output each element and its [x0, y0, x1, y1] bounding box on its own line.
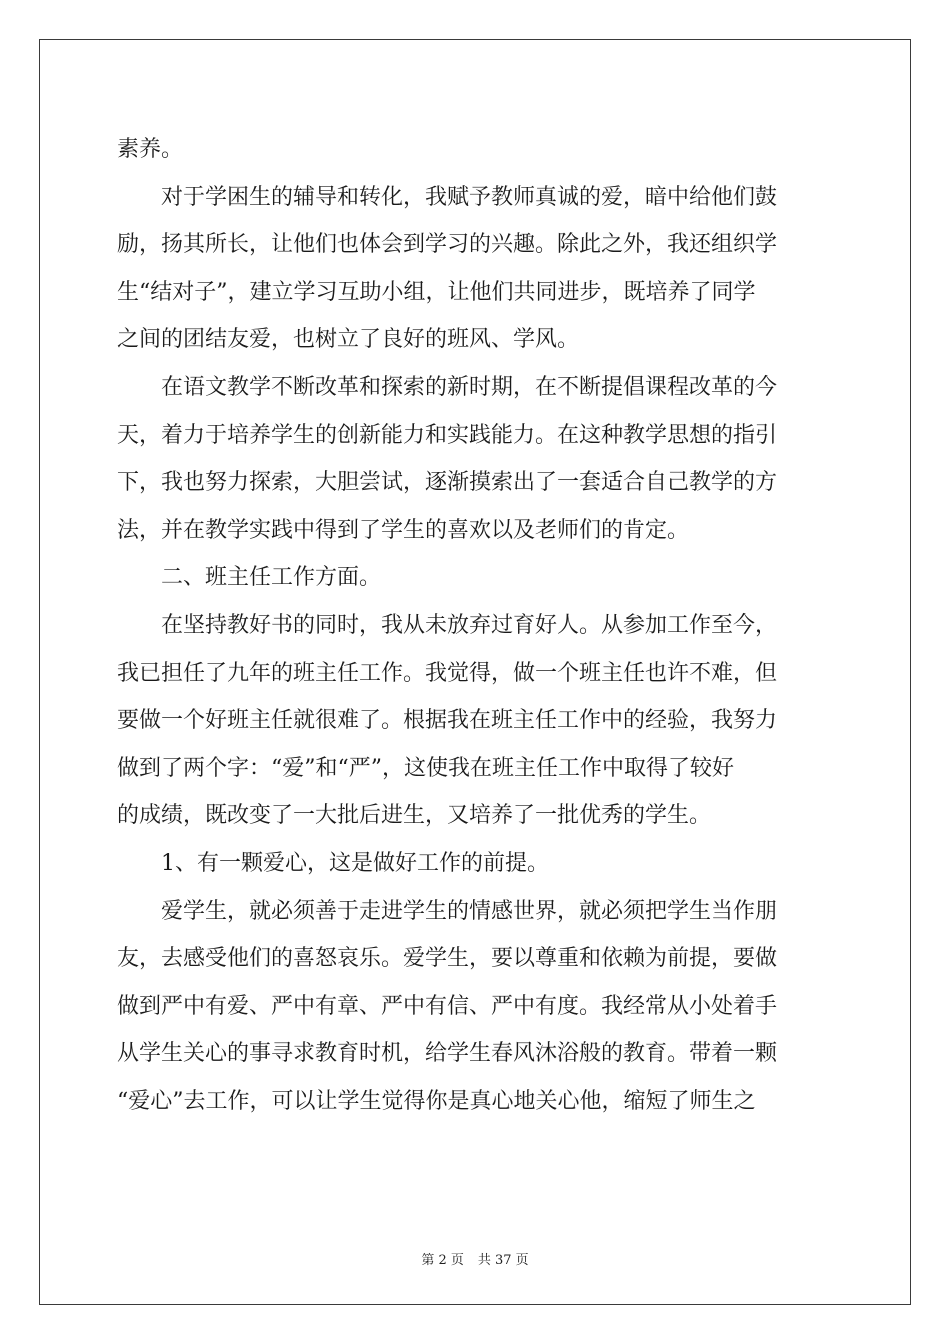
text-line: 素养。 [117, 137, 184, 162]
text-line: 友，去感受他们的喜怒哀乐。爱学生，要以尊重和依赖为前提，要做 [117, 946, 778, 972]
text-line: 在坚持教好书的同时，我从未放弃过育好人。从参加工作至今， [117, 612, 778, 638]
text-line: 要做一个好班主任就很难了。根据我在班主任工作中的经验，我努力 [117, 708, 778, 734]
text-line: 从学生关心的事寻求教育时机，给学生春风沐浴般的教育。带着一颗 [117, 1041, 778, 1067]
text-line: 爱学生，就必须善于走进学生的情感世界，就必须把学生当作朋 [117, 898, 778, 924]
text-line: 对于学困生的辅导和转化，我赋予教师真诚的爱，暗中给他们鼓 [117, 184, 778, 210]
text-line: 做到了两个字：“爱”和“严”，这使我在班主任工作中取得了较好 [117, 755, 734, 781]
subsection-heading: 1、有一颗爱心，这是做好工作的前提。 [117, 850, 549, 876]
text-line: 做到严中有爱、严中有章、严中有信、严中有度。我经常从小处着手 [117, 993, 778, 1019]
text-line: 法，并在教学实践中得到了学生的喜欢以及老师们的肯定。 [117, 517, 690, 543]
text-line: 我已担任了九年的班主任工作。我觉得，做一个班主任也许不难，但 [117, 660, 778, 686]
page-total: 共 37 页 [477, 1253, 529, 1268]
text-line: 在语文教学不断改革和探索的新时期，在不断提倡课程改革的今 [117, 374, 778, 400]
text-line: 励，扬其所长，让他们也体会到学习的兴趣。除此之外，我还组织学 [117, 232, 778, 258]
page-footer [0, 1249, 950, 1268]
text-line: 之间的团结友爱，也树立了良好的班风、学风。 [117, 327, 580, 353]
text-line: 天，着力于培养学生的创新能力和实践能力。在这种教学思想的指引 [117, 422, 778, 448]
section-heading: 二、班主任工作方面。 [117, 565, 382, 591]
page-number: 第 2 页 [421, 1253, 464, 1268]
text-line: “爱心”去工作，可以让学生觉得你是真心地关心他，缩短了师生之 [117, 1088, 756, 1114]
text-line: 的成绩，既改变了一大批后进生，又培养了一批优秀的学生。 [117, 803, 712, 829]
document-body [117, 126, 833, 1125]
text-line: 生“结对子”，建立学习互助小组，让他们共同进步，既培养了同学 [117, 279, 756, 305]
text-line: 下，我也努力探索，大胆尝试，逐渐摸索出了一套适合自己教学的方 [117, 470, 778, 496]
